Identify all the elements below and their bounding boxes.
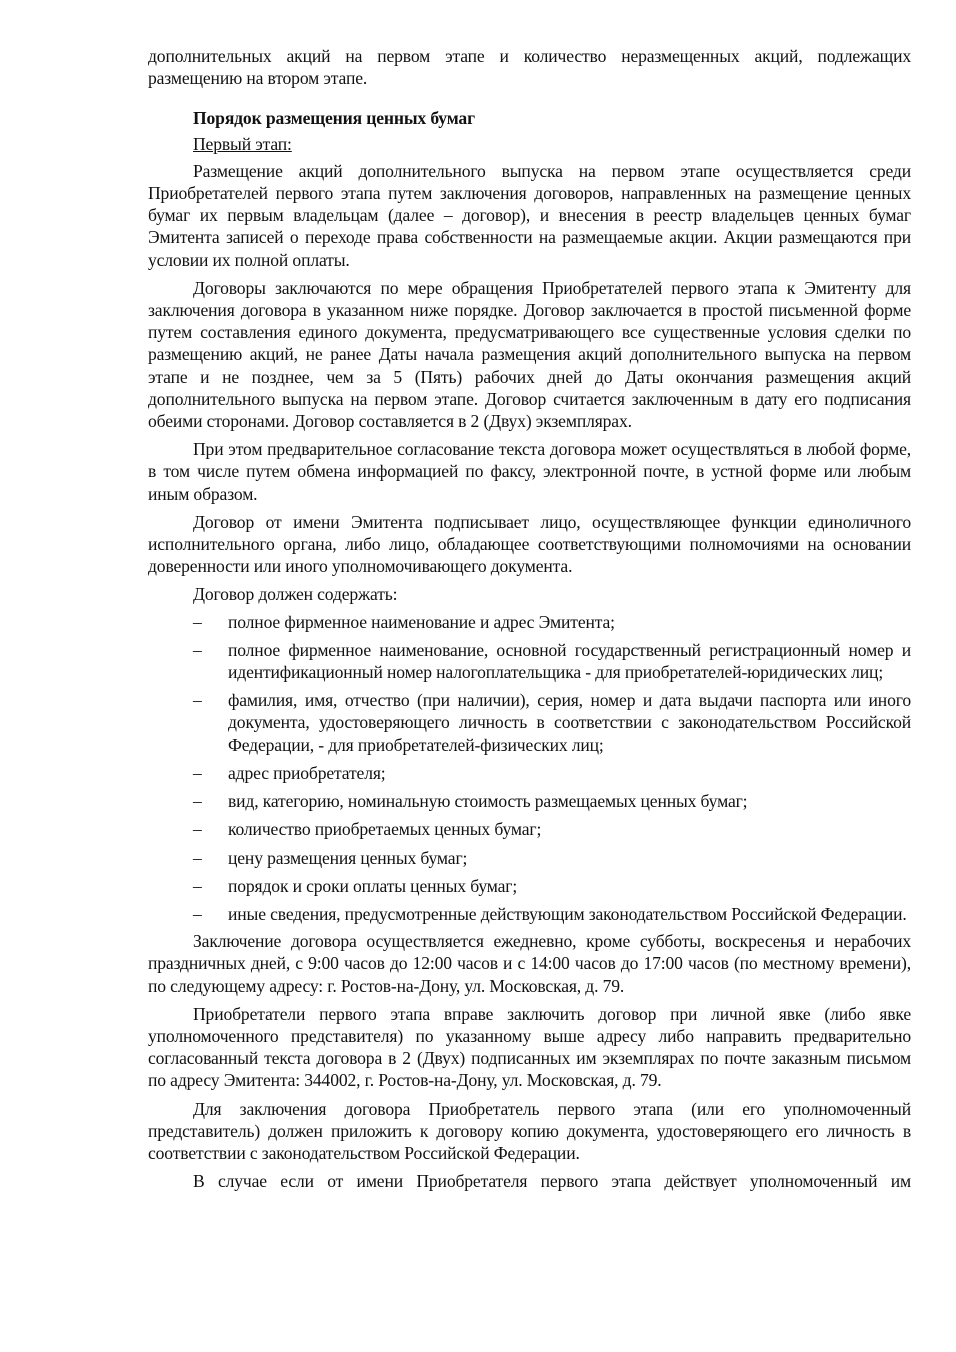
list-item-text: вид, категорию, номинальную стоимость размещаемых ценных бумаг; xyxy=(228,791,748,812)
dash-bullet-icon: – xyxy=(193,903,202,924)
contract-contents-list xyxy=(148,611,911,925)
list-item xyxy=(148,689,911,756)
list-item-text: порядок и сроки оплаты ценных бумаг; xyxy=(228,875,518,896)
list-item-text: цену размещения ценных бумаг; xyxy=(228,847,468,868)
paragraph-contract-conclusion: Договоры заключаются по мере обращения Приобретателей первого этапа к Эмитенту для заключения договора в указанном ниже порядке. Договор заключается в простой письменной форме путем составления единого документа, предусматривающего все существенные условия сделки по размещению акций, не ранее Даты начала размещения акций дополнительного выпуска на первом этапе и не позднее, чем за 5 (Пять) рабочих дней до Даты окончания размещения акций дополнительного выпуска на первом этапе. Договор считается заключенным в дату его подписания обеими сторонами. Договор составляется в 2 (Двух) экземплярах. xyxy=(148,277,911,432)
stage-subheading: Первый этап: xyxy=(193,133,292,154)
dash-bullet-icon: – xyxy=(193,611,202,632)
paragraph-signatory: Договор от имени Эмитента подписывает лицо, осуществляющее функции единоличного исполнительного органа, либо лицо, обладающее соответствующими полномочиями на основании доверенности или иного уполномочивающего документа. xyxy=(148,511,911,577)
paragraph-contract-contents-intro: Договор должен содержать: xyxy=(193,584,398,605)
dash-bullet-icon: – xyxy=(193,847,202,868)
list-item-text: иные сведения, предусмотренные действующим законодательством Российской Федерации. xyxy=(228,903,907,924)
list-item xyxy=(148,847,911,869)
dash-bullet-icon: – xyxy=(193,819,202,840)
list-item-text: фамилия, имя, отчество (при наличии), серия, номер и дата выдачи паспорта или иного документа, удостоверяющего личность в соответствии с законодательством Российской Федерации, - для приобретателей-физических лиц; xyxy=(228,690,911,755)
document-page xyxy=(148,45,911,1192)
dash-bullet-icon: – xyxy=(193,639,202,660)
list-item xyxy=(148,611,911,633)
list-item xyxy=(148,875,911,897)
list-item xyxy=(148,639,911,683)
list-item xyxy=(148,762,911,784)
section-heading: Порядок размещения ценных бумаг xyxy=(193,108,475,129)
list-item-text: адрес приобретателя; xyxy=(228,762,386,783)
list-item-text: количество приобретаемых ценных бумаг; xyxy=(228,819,542,840)
intro-paragraph: дополнительных акций на первом этапе и количество неразмещенных акций, подлежащих размещению на втором этапе. xyxy=(148,46,911,89)
dash-bullet-icon: – xyxy=(193,791,202,812)
paragraph-identity-document: Для заключения договора Приобретатель первого этапа (или его уполномоченный представитель) должен приложить к договору копию документа, удостоверяющего его личность в соответствии с законодательством Российской Федерации. xyxy=(148,1098,911,1163)
paragraph-working-hours: Заключение договора осуществляется ежедневно, кроме субботы, воскресенья и нерабочих праздничных дней, с 9:00 часов до 12:00 часов и с 14:00 часов до 17:00 часов (по местному времени), по следующему адресу: г. Ростов-на-Дону, ул. Московская, д. 79. xyxy=(148,931,911,996)
paragraph-placement-method: Размещение акций дополнительного выпуска на первом этапе осуществляется среди Приобретателей первого этапа путем заключения договоров, направленных на размещение ценных бумаг их первым владельцам (далее – договор), и внесения в реестр владельцев ценных бумаг Эмитента записей о переходе права собственности на размещаемые акции. Акции размещаются при условии их полной оплаты. xyxy=(148,160,911,270)
list-item xyxy=(148,903,911,925)
paragraph-preliminary-agreement: При этом предварительное согласование текста договора может осуществляться в любой форме, в том числе путем обмена информацией по факсу, электронной почте, в устной форме или любым иным образом. xyxy=(148,439,911,504)
list-item xyxy=(148,818,911,840)
dash-bullet-icon: – xyxy=(193,875,202,896)
list-item-text: полное фирменное наименование и адрес Эмитента; xyxy=(228,611,615,632)
dash-bullet-icon: – xyxy=(193,762,202,783)
list-item-text: полное фирменное наименование, основной государственный регистрационный номер и идентификационный номер налогоплательщика - для приобретателей-юридических лиц; xyxy=(228,639,911,683)
paragraph-submission-options: Приобретатели первого этапа вправе заключить договор при личной явке (либо явке уполномоченного представителя) по указанному выше адресу либо направить предварительно согласованный текста договора в 2 (Двух) подписанных им экземплярах по почте заказным письмом по адресу Эмитента: 344002, г. Ростов-на-Дону, ул. Московская, д. 79. xyxy=(148,1003,911,1091)
list-item xyxy=(148,790,911,812)
dash-bullet-icon: – xyxy=(193,690,202,711)
paragraph-authorized-representative: В случае если от имени Приобретателя первого этапа действует уполномоченный им xyxy=(193,1171,911,1192)
